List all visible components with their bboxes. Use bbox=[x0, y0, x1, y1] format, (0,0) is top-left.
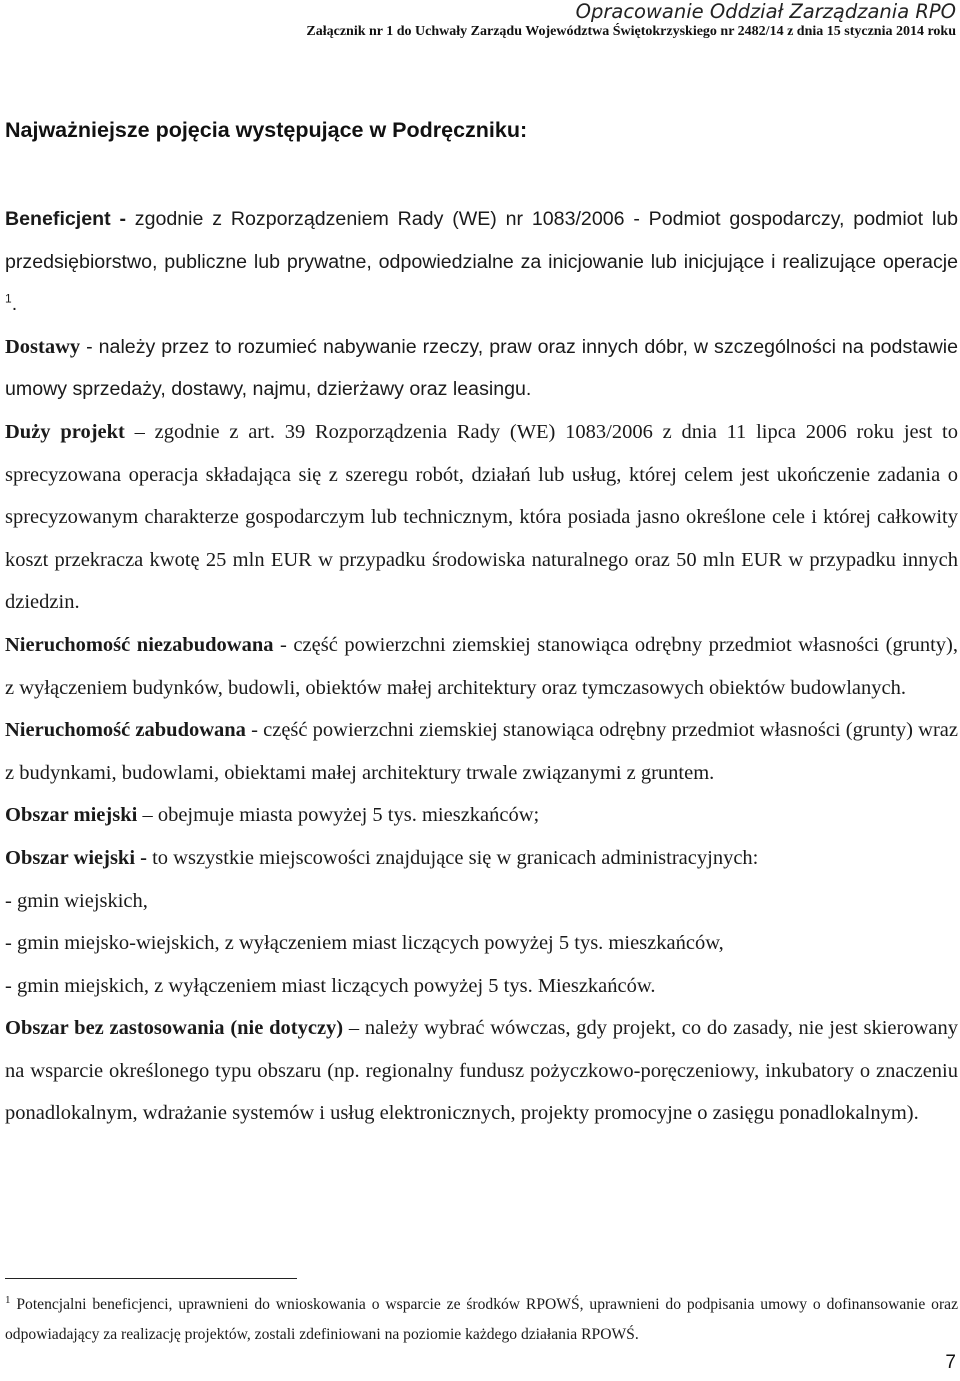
definition-term: Nieruchomość zabudowana bbox=[5, 719, 246, 742]
definition-term: Beneficjent - bbox=[5, 208, 135, 230]
definition-text: - część powierzchni ziemskiej stanowiąca odrębny przedmiot własności (grunty) wraz z budynkami, budowlami, obiektami małej architektury trwale związanymi z gruntem. bbox=[5, 719, 958, 784]
definition-text: – należy wybrać wówczas, gdy projekt, co do zasady, nie jest skierowany na wsparcie określonego typu obszaru (np. regionalny fundusz pożyczkowo-poręczeniowy, inkubatory o znaczeniu ponadlokalnym, wdrażanie systemów i usług elektronicznych, projekty promocyjne o zasięgu ponadlokalnym). bbox=[5, 1017, 959, 1125]
footnote-mark: 1 bbox=[5, 1293, 11, 1306]
list-item: - gmin miejskich, z wyłączeniem miast liczących powyżej 5 tys. Mieszkańców. bbox=[5, 974, 656, 997]
definition-nieruchomosc-zabudowana bbox=[5, 709, 958, 794]
definitions-body bbox=[5, 198, 958, 1135]
footnote bbox=[5, 1290, 958, 1350]
definition-text: - część powierzchni ziemskiej stanowiąca odrębny przedmiot własności (grunty), z wyłączeniem budynków, budowli, obiektów małej architektury oraz tymczasowych obiektów budowlanych. bbox=[5, 633, 958, 699]
header-attachment-note: Załącznik nr 1 do Uchwały Zarządu Województwa Świętokrzyskiego nr 2482/14 z dnia 15 stycznia 2014 roku bbox=[306, 24, 956, 39]
footnote-separator bbox=[5, 1278, 297, 1279]
header-department: Opracowanie Oddział Zarządzania RPO bbox=[575, 0, 956, 23]
definition-text: zgodnie z Rozporządzeniem Rady (WE) nr 1083/2006 - Podmiot gospodarczy, podmiot lub przedsiębiorstwo, publiczne lub prywatne, odpowiedzialne za inicjowanie lub inicjujące i realizujące operacje bbox=[5, 208, 958, 273]
definition-dostawy bbox=[5, 326, 958, 411]
definition-text: – obejmuje miasta powyżej 5 tys. mieszkańców; bbox=[137, 804, 540, 827]
definition-text: - należy przez to rozumieć nabywanie rzeczy, praw oraz innych dóbr, w szczególności na podstawie umowy sprzedaży, dostawy, najmu, dzierżawy oraz leasingu. bbox=[5, 335, 958, 401]
definition-obszar-wiejski bbox=[5, 837, 958, 880]
definition-beneficjent bbox=[5, 198, 958, 326]
definition-nieruchomosc-niezabudowana bbox=[5, 624, 958, 709]
definition-term: Duży projekt bbox=[5, 420, 125, 443]
definition-end: . bbox=[11, 293, 18, 316]
page-number: 7 bbox=[945, 1352, 956, 1373]
list-item: - gmin wiejskich, bbox=[5, 889, 148, 912]
definition-term: Obszar wiejski - bbox=[5, 846, 147, 869]
definition-text: – zgodnie z art. 39 Rozporządzenia Rady (WE) 1083/2006 z dnia 11 lipca 2006 roku jest to sprecyzowana operacja składająca się z szeregu robót, działań lub usług, której celem jest ukończenie zadania o sprecyzowanym charakterze gospodarczym lub technicznym, która posiada jasno określone cele i której całkowity koszt przekracza kwotę 25 mln EUR w przypadku środowiska naturalnego oraz 50 mln EUR w przypadku innych dziedzin. bbox=[5, 420, 959, 614]
definition-term: Obszar miejski bbox=[5, 804, 138, 827]
definition-text: to wszystkie miejscowości znajdujące się w granicach administracyjnych: bbox=[146, 846, 759, 869]
footnote-ref: 1 bbox=[5, 291, 12, 306]
definition-term: Dostawy bbox=[5, 335, 81, 358]
page-heading: Najważniejsze pojęcia występujące w Podręczniku: bbox=[5, 118, 528, 142]
definition-duzy-projekt bbox=[5, 411, 958, 624]
definition-term: Obszar bez zastosowania (nie dotyczy) bbox=[5, 1017, 344, 1040]
definition-obszar-bez-zastosowania bbox=[5, 1007, 958, 1135]
footnote-text: Potencjalni beneficjenci, uprawnieni do wnioskowania o wsparcie ze środków RPOWŚ, uprawnieni do podpisania umowy o dofinansowanie oraz odpowiadający za realizację projektów, zostali zdefiniowani na poziomie każdego działania RPOWŚ. bbox=[5, 1296, 958, 1343]
list-item: - gmin miejsko-wiejskich, z wyłączeniem miast liczących powyżej 5 tys. mieszkańców, bbox=[5, 932, 724, 955]
definition-term: Nieruchomość niezabudowana bbox=[5, 633, 274, 656]
definition-obszar-miejski bbox=[5, 794, 958, 837]
